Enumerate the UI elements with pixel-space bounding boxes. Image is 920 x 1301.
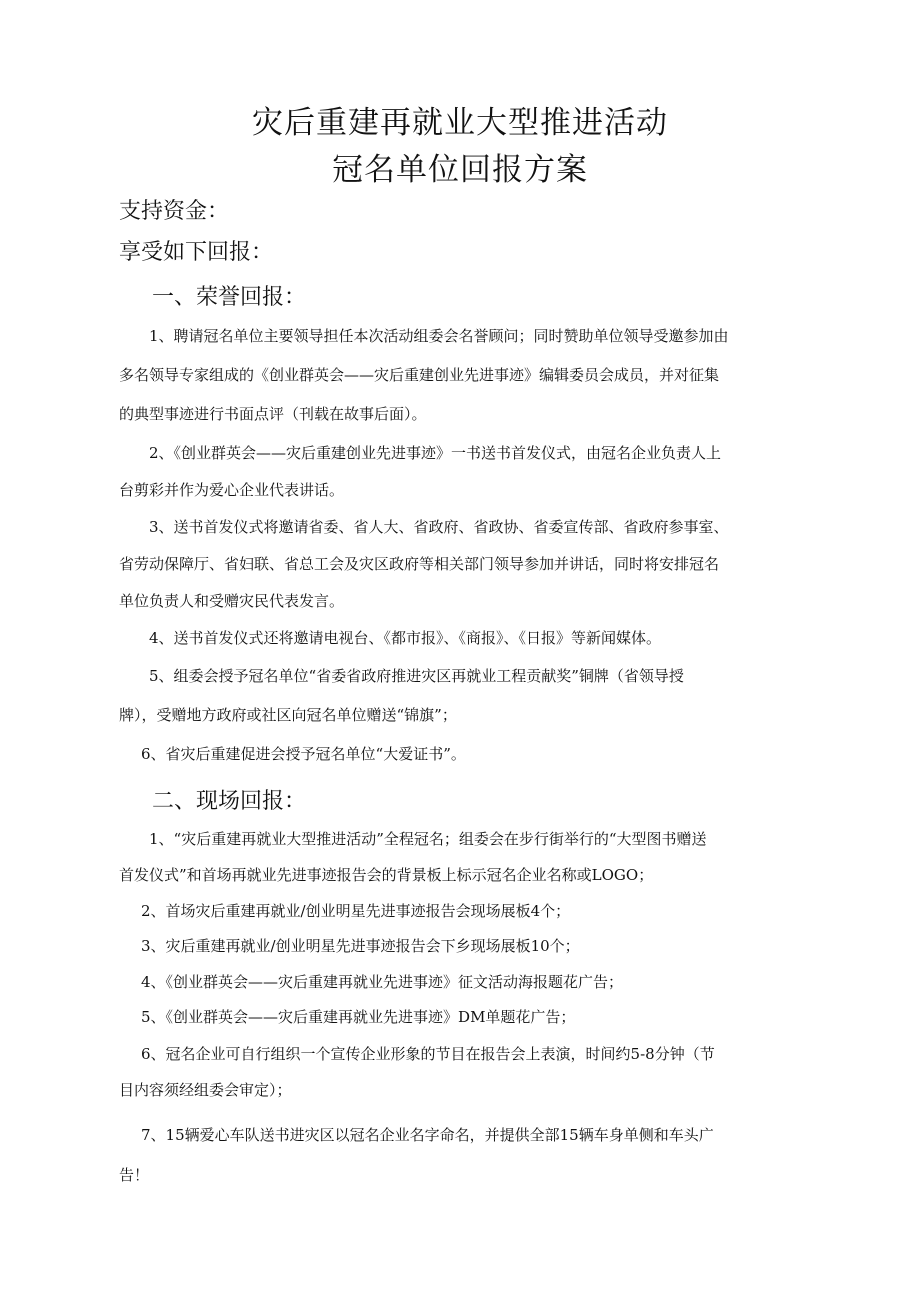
honor-line: 1、聘请冠名单位主要领导担任本次活动组委会名誉顾问；同时赞助单位领导受邀参加由: [149, 327, 729, 345]
onsite-line: 5、《创业群英会——灾后重建再就业先进事迹》DM单题花广告；: [141, 1008, 576, 1026]
document-title-line1: 灾后重建再就业大型推进活动: [252, 105, 668, 141]
honor-line: 省劳动保障厅、省妇联、省总工会及灾区政府等相关部门领导参加并讲话，同时将安排冠名: [119, 555, 720, 573]
onsite-line: 首发仪式”和首场再就业先进事迹报告会的背景板上标示冠名企业名称或LOGO；: [119, 866, 654, 884]
rewards-intro-label: 享受如下回报：: [119, 240, 274, 265]
honor-line: 多名领导专家组成的《创业群英会——灾后重建创业先进事迹》编辑委员会成员，并对征集: [119, 366, 720, 384]
honor-line: 牌），受赠地方政府或社区向冠名单位赠送“锦旗”；: [119, 706, 457, 724]
document-title-line2: 冠名单位回报方案: [332, 152, 588, 188]
onsite-line: 目内容须经组委会审定）；: [119, 1081, 292, 1099]
honor-line: 单位负责人和受赠灾民代表发言。: [119, 592, 345, 610]
honor-line: 4、送书首发仪式还将邀请电视台、《都市报》、《商报》、《日报》等新闻媒体。: [149, 629, 662, 647]
honor-line: 台剪彩并作为爱心企业代表讲话。: [119, 481, 345, 499]
honor-line: 2、《创业群英会——灾后重建创业先进事迹》一书送书首发仪式，由冠名企业负责人上: [149, 444, 722, 462]
onsite-line: 2、首场灾后重建再就业/创业明星先进事迹报告会现场展板4个；: [141, 902, 571, 920]
onsite-line: 告！: [119, 1166, 150, 1184]
section-heading-onsite: 二、现场回报：: [152, 789, 307, 814]
onsite-line: 7、15辆爱心车队送书进灾区以冠名企业名字命名，并提供全部15辆车身单侧和车头广: [141, 1126, 714, 1144]
onsite-line: 6、冠名企业可自行组织一个宣传企业形象的节目在报告会上表演，时间约5-8分钟（节: [141, 1045, 715, 1063]
section-heading-honor: 一、荣誉回报：: [152, 285, 307, 310]
honor-line: 3、送书首发仪式将邀请省委、省人大、省政府、省政协、省委宣传部、省政府参事室、: [149, 518, 729, 536]
honor-line: 6、省灾后重建促进会授予冠名单位“大爱证书”。: [141, 745, 466, 763]
onsite-line: 1、“灾后重建再就业大型推进活动”全程冠名；组委会在步行街举行的“大型图书赠送: [149, 830, 707, 848]
honor-line: 的典型事迹进行书面点评（刊载在故事后面）。: [119, 405, 427, 423]
honor-line: 5、组委会授予冠名单位“省委省政府推进灾区再就业工程贡献奖”铜牌（省领导授: [149, 667, 684, 685]
onsite-line: 4、《创业群英会——灾后重建再就业先进事迹》征文活动海报题花广告；: [141, 973, 624, 991]
onsite-line: 3、灾后重建再就业/创业明星先进事迹报告会下乡现场展板10个；: [141, 937, 580, 955]
support-funds-label: 支持资金：: [119, 199, 230, 224]
